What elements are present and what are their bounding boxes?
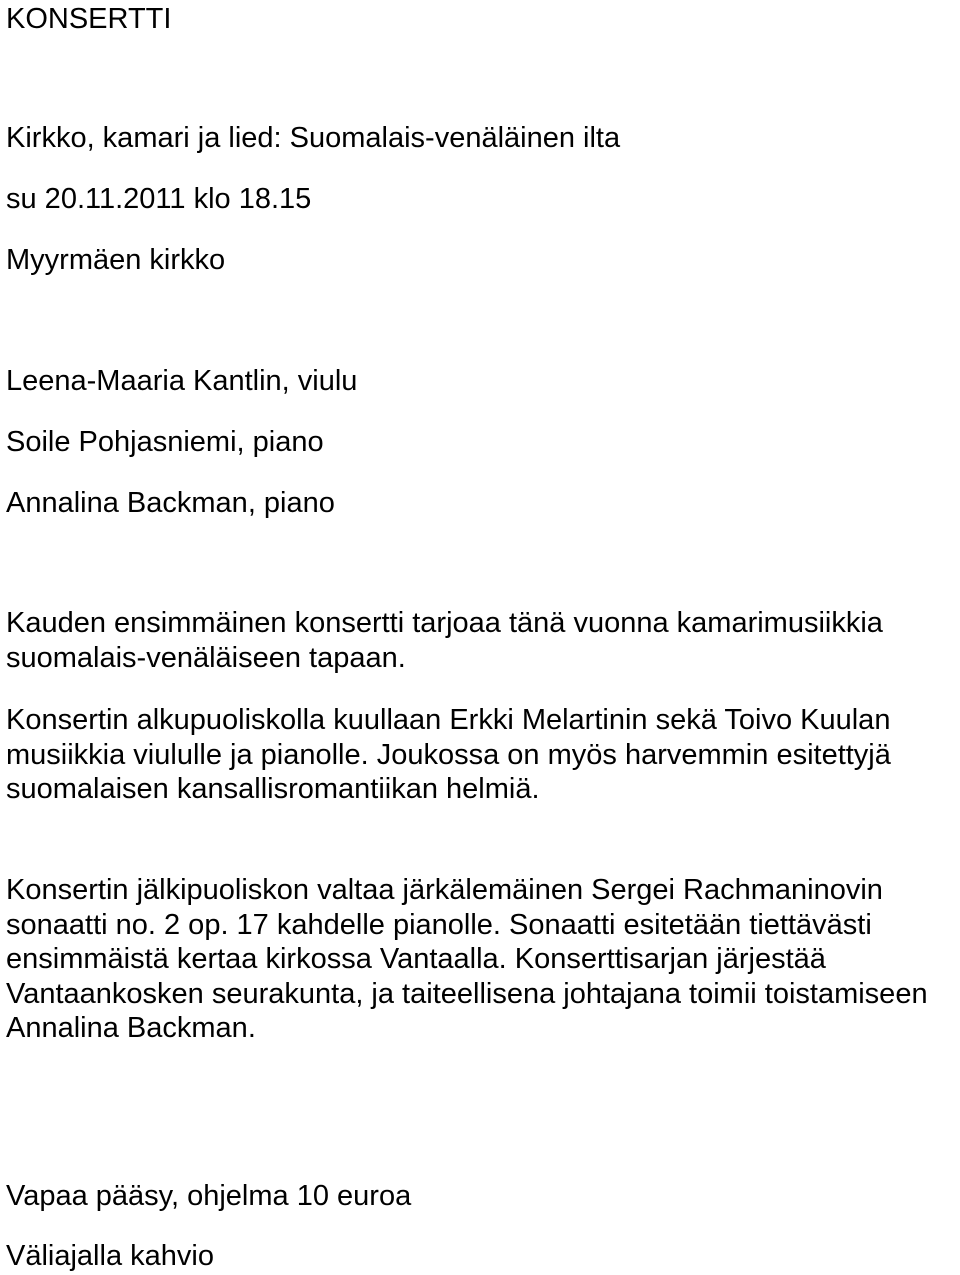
performer-violin: Leena-Maaria Kantlin, viulu [6,365,358,397]
description-first-half: Konsertin alkupuoliskolla kuullaan Erkki Melartinin sekä Toivo Kuulan musiikkia viululle ja pianolle. Joukossa on myös harvemmin esitettyjä suomalaisen kansallisromantiikan helmiä. [6,704,891,805]
admission-info: Vapaa pääsy, ohjelma 10 euroa [6,1180,412,1212]
event-datetime: su 20.11.2011 klo 18.15 [6,183,312,215]
description-second-half: Konsertin jälkipuoliskon valtaa järkälemäinen Sergei Rachmaninovin sonaatti no. 2 op. 17 kahdelle pianolle. Sonaatti esitetään tiettävästi ensimmäistä kertaa kirkossa Vantaalla. Konserttisarjan järjestää Vantaankosken seurakunta, ja taiteellisena johtajana toimii toistamiseen Annalina Backman. [6,874,928,1044]
description-intro: Kauden ensimmäinen konsertti tarjoaa tänä vuonna kamarimusiikkia suomalais-venäläiseen tapaan. [6,607,883,674]
performer-piano-2: Annalina Backman, piano [6,487,335,519]
event-venue: Myyrmäen kirkko [6,244,226,276]
event-title: Kirkko, kamari ja lied: Suomalais-venäläinen ilta [6,122,621,154]
page-heading: KONSERTTI [6,3,172,35]
intermission-info: Väliajalla kahvio [6,1240,214,1272]
performer-piano-1: Soile Pohjasniemi, piano [6,426,324,458]
